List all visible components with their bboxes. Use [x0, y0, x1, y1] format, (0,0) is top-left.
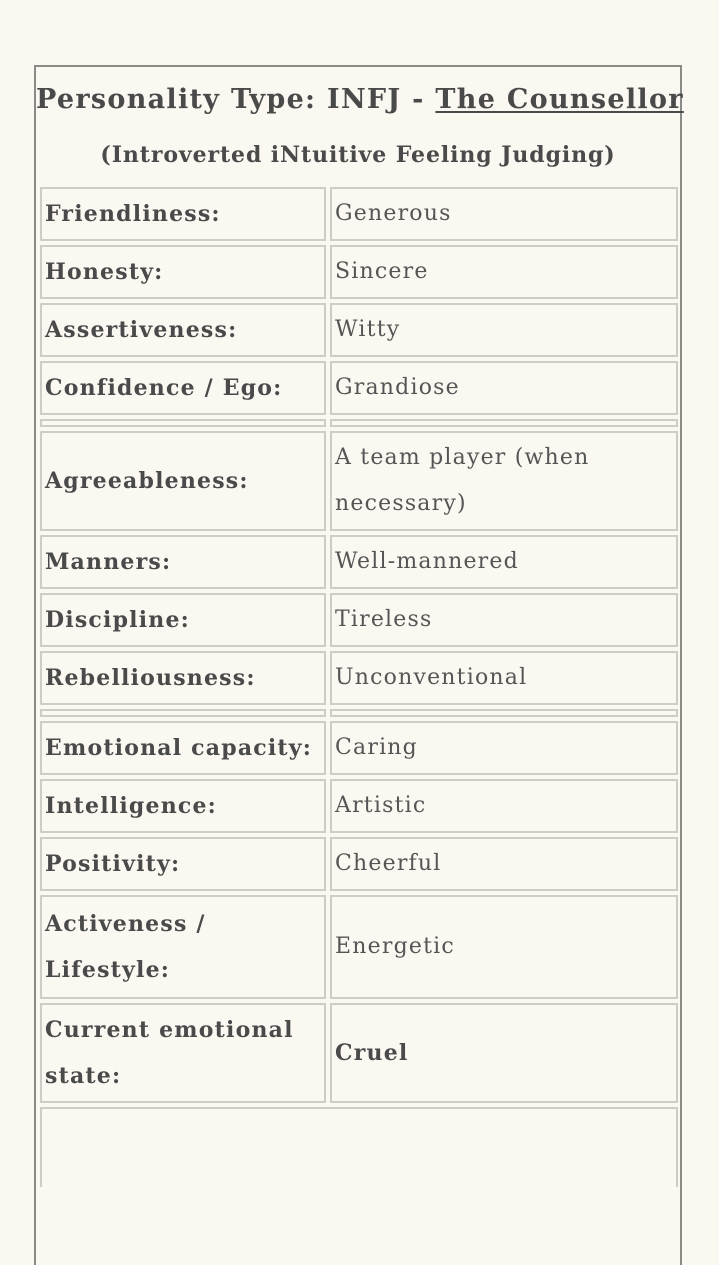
- spacer-row: [330, 709, 678, 717]
- label-friendliness: Friendliness:: [40, 187, 326, 241]
- value-friendliness: Generous: [330, 187, 678, 241]
- spacer-row: [330, 419, 678, 427]
- label-assertiveness: Assertiveness:: [40, 303, 326, 357]
- label-confidence-ego: Confidence / Ego:: [40, 361, 326, 415]
- label-current-emotional-state: Current emotional state:: [40, 1003, 326, 1103]
- value-intelligence: Artistic: [330, 779, 678, 833]
- label-activeness-lifestyle: Activeness / Lifestyle:: [40, 895, 326, 999]
- label-manners: Manners:: [40, 535, 326, 589]
- empty-row: [40, 1107, 678, 1187]
- label-intelligence: Intelligence:: [40, 779, 326, 833]
- spacer-row: [40, 419, 326, 427]
- value-positivity: Cheerful: [330, 837, 678, 891]
- label-positivity: Positivity:: [40, 837, 326, 891]
- page-subtitle: (Introverted iNtuitive Feeling Judging): [100, 142, 616, 168]
- page-title: [36, 84, 684, 115]
- value-activeness-lifestyle: Energetic: [330, 895, 678, 999]
- value-discipline: Tireless: [330, 593, 678, 647]
- value-rebelliousness: Unconventional: [330, 651, 678, 705]
- value-assertiveness: Witty: [330, 303, 678, 357]
- value-agreeableness: A team player (when necessary): [330, 431, 678, 531]
- spacer-row: [40, 709, 326, 717]
- label-emotional-capacity: Emotional capacity:: [40, 721, 326, 775]
- value-manners: Well-mannered: [330, 535, 678, 589]
- value-confidence-ego: Grandiose: [330, 361, 678, 415]
- title-prefix: Personality Type: INFJ -: [36, 84, 436, 115]
- value-emotional-capacity: Caring: [330, 721, 678, 775]
- value-current-emotional-state: Cruel: [330, 1003, 678, 1103]
- value-honesty: Sincere: [330, 245, 678, 299]
- label-rebelliousness: Rebelliousness:: [40, 651, 326, 705]
- label-discipline: Discipline:: [40, 593, 326, 647]
- counsellor-link[interactable]: The Counsellor: [435, 84, 684, 115]
- label-agreeableness: Agreeableness:: [40, 431, 326, 531]
- label-honesty: Honesty:: [40, 245, 326, 299]
